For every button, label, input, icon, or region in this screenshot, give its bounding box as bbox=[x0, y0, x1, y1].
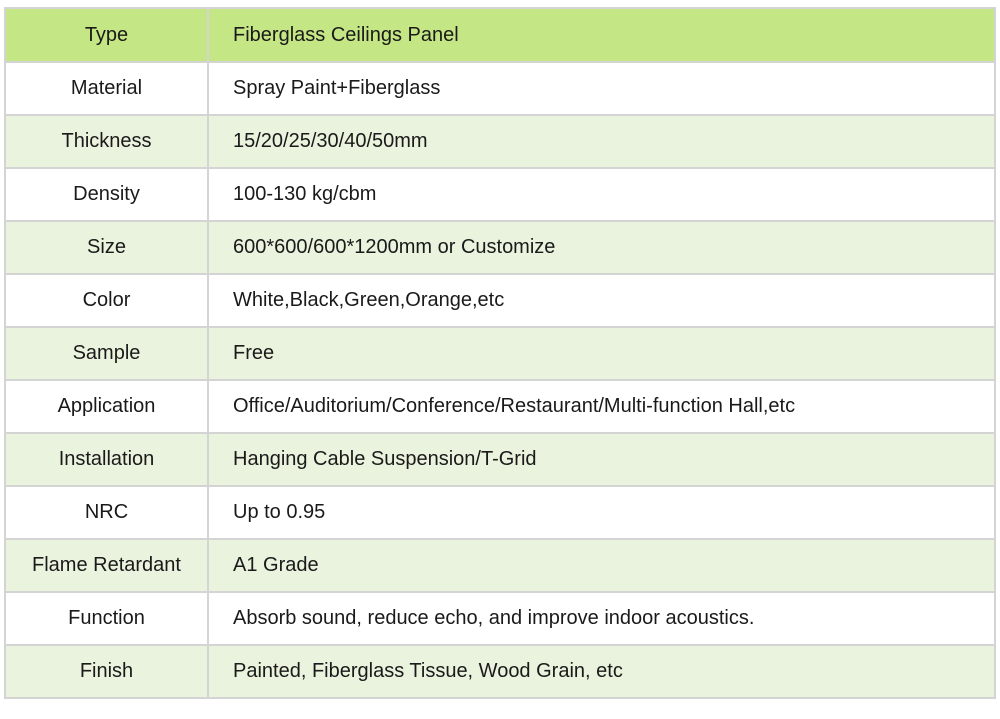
table-row bbox=[5, 645, 995, 698]
table-row bbox=[5, 327, 995, 380]
row-label-cell: Installation bbox=[5, 433, 208, 486]
row-value-cell: Free bbox=[208, 327, 995, 380]
table-header-row bbox=[5, 8, 995, 62]
table-row bbox=[5, 380, 995, 433]
row-label-cell: Flame Retardant bbox=[5, 539, 208, 592]
row-label-cell: NRC bbox=[5, 486, 208, 539]
table-row bbox=[5, 168, 995, 221]
product-spec-table bbox=[4, 7, 996, 699]
row-value-cell: Absorb sound, reduce echo, and improve indoor acoustics. bbox=[208, 592, 995, 645]
row-value-cell: 100-130 kg/cbm bbox=[208, 168, 995, 221]
header-label-cell: Type bbox=[5, 8, 208, 62]
row-label-cell: Sample bbox=[5, 327, 208, 380]
row-label-cell: Thickness bbox=[5, 115, 208, 168]
row-value-cell: 15/20/25/30/40/50mm bbox=[208, 115, 995, 168]
table-row bbox=[5, 274, 995, 327]
header-value-cell: Fiberglass Ceilings Panel bbox=[208, 8, 995, 62]
table-row bbox=[5, 115, 995, 168]
row-label-cell: Size bbox=[5, 221, 208, 274]
row-value-cell: 600*600/600*1200mm or Customize bbox=[208, 221, 995, 274]
row-label-cell: Density bbox=[5, 168, 208, 221]
row-value-cell: A1 Grade bbox=[208, 539, 995, 592]
table-row bbox=[5, 221, 995, 274]
row-value-cell: Up to 0.95 bbox=[208, 486, 995, 539]
row-label-cell: Material bbox=[5, 62, 208, 115]
row-value-cell: Spray Paint+Fiberglass bbox=[208, 62, 995, 115]
table-row bbox=[5, 433, 995, 486]
table-row bbox=[5, 486, 995, 539]
row-value-cell: Office/Auditorium/Conference/Restaurant/Multi-function Hall,etc bbox=[208, 380, 995, 433]
row-label-cell: Function bbox=[5, 592, 208, 645]
row-value-cell: Hanging Cable Suspension/T-Grid bbox=[208, 433, 995, 486]
table-row bbox=[5, 62, 995, 115]
table-row bbox=[5, 592, 995, 645]
row-label-cell: Finish bbox=[5, 645, 208, 698]
table-row bbox=[5, 539, 995, 592]
row-label-cell: Color bbox=[5, 274, 208, 327]
row-label-cell: Application bbox=[5, 380, 208, 433]
row-value-cell: White,Black,Green,Orange,etc bbox=[208, 274, 995, 327]
spec-table-body bbox=[5, 8, 995, 698]
row-value-cell: Painted, Fiberglass Tissue, Wood Grain, etc bbox=[208, 645, 995, 698]
